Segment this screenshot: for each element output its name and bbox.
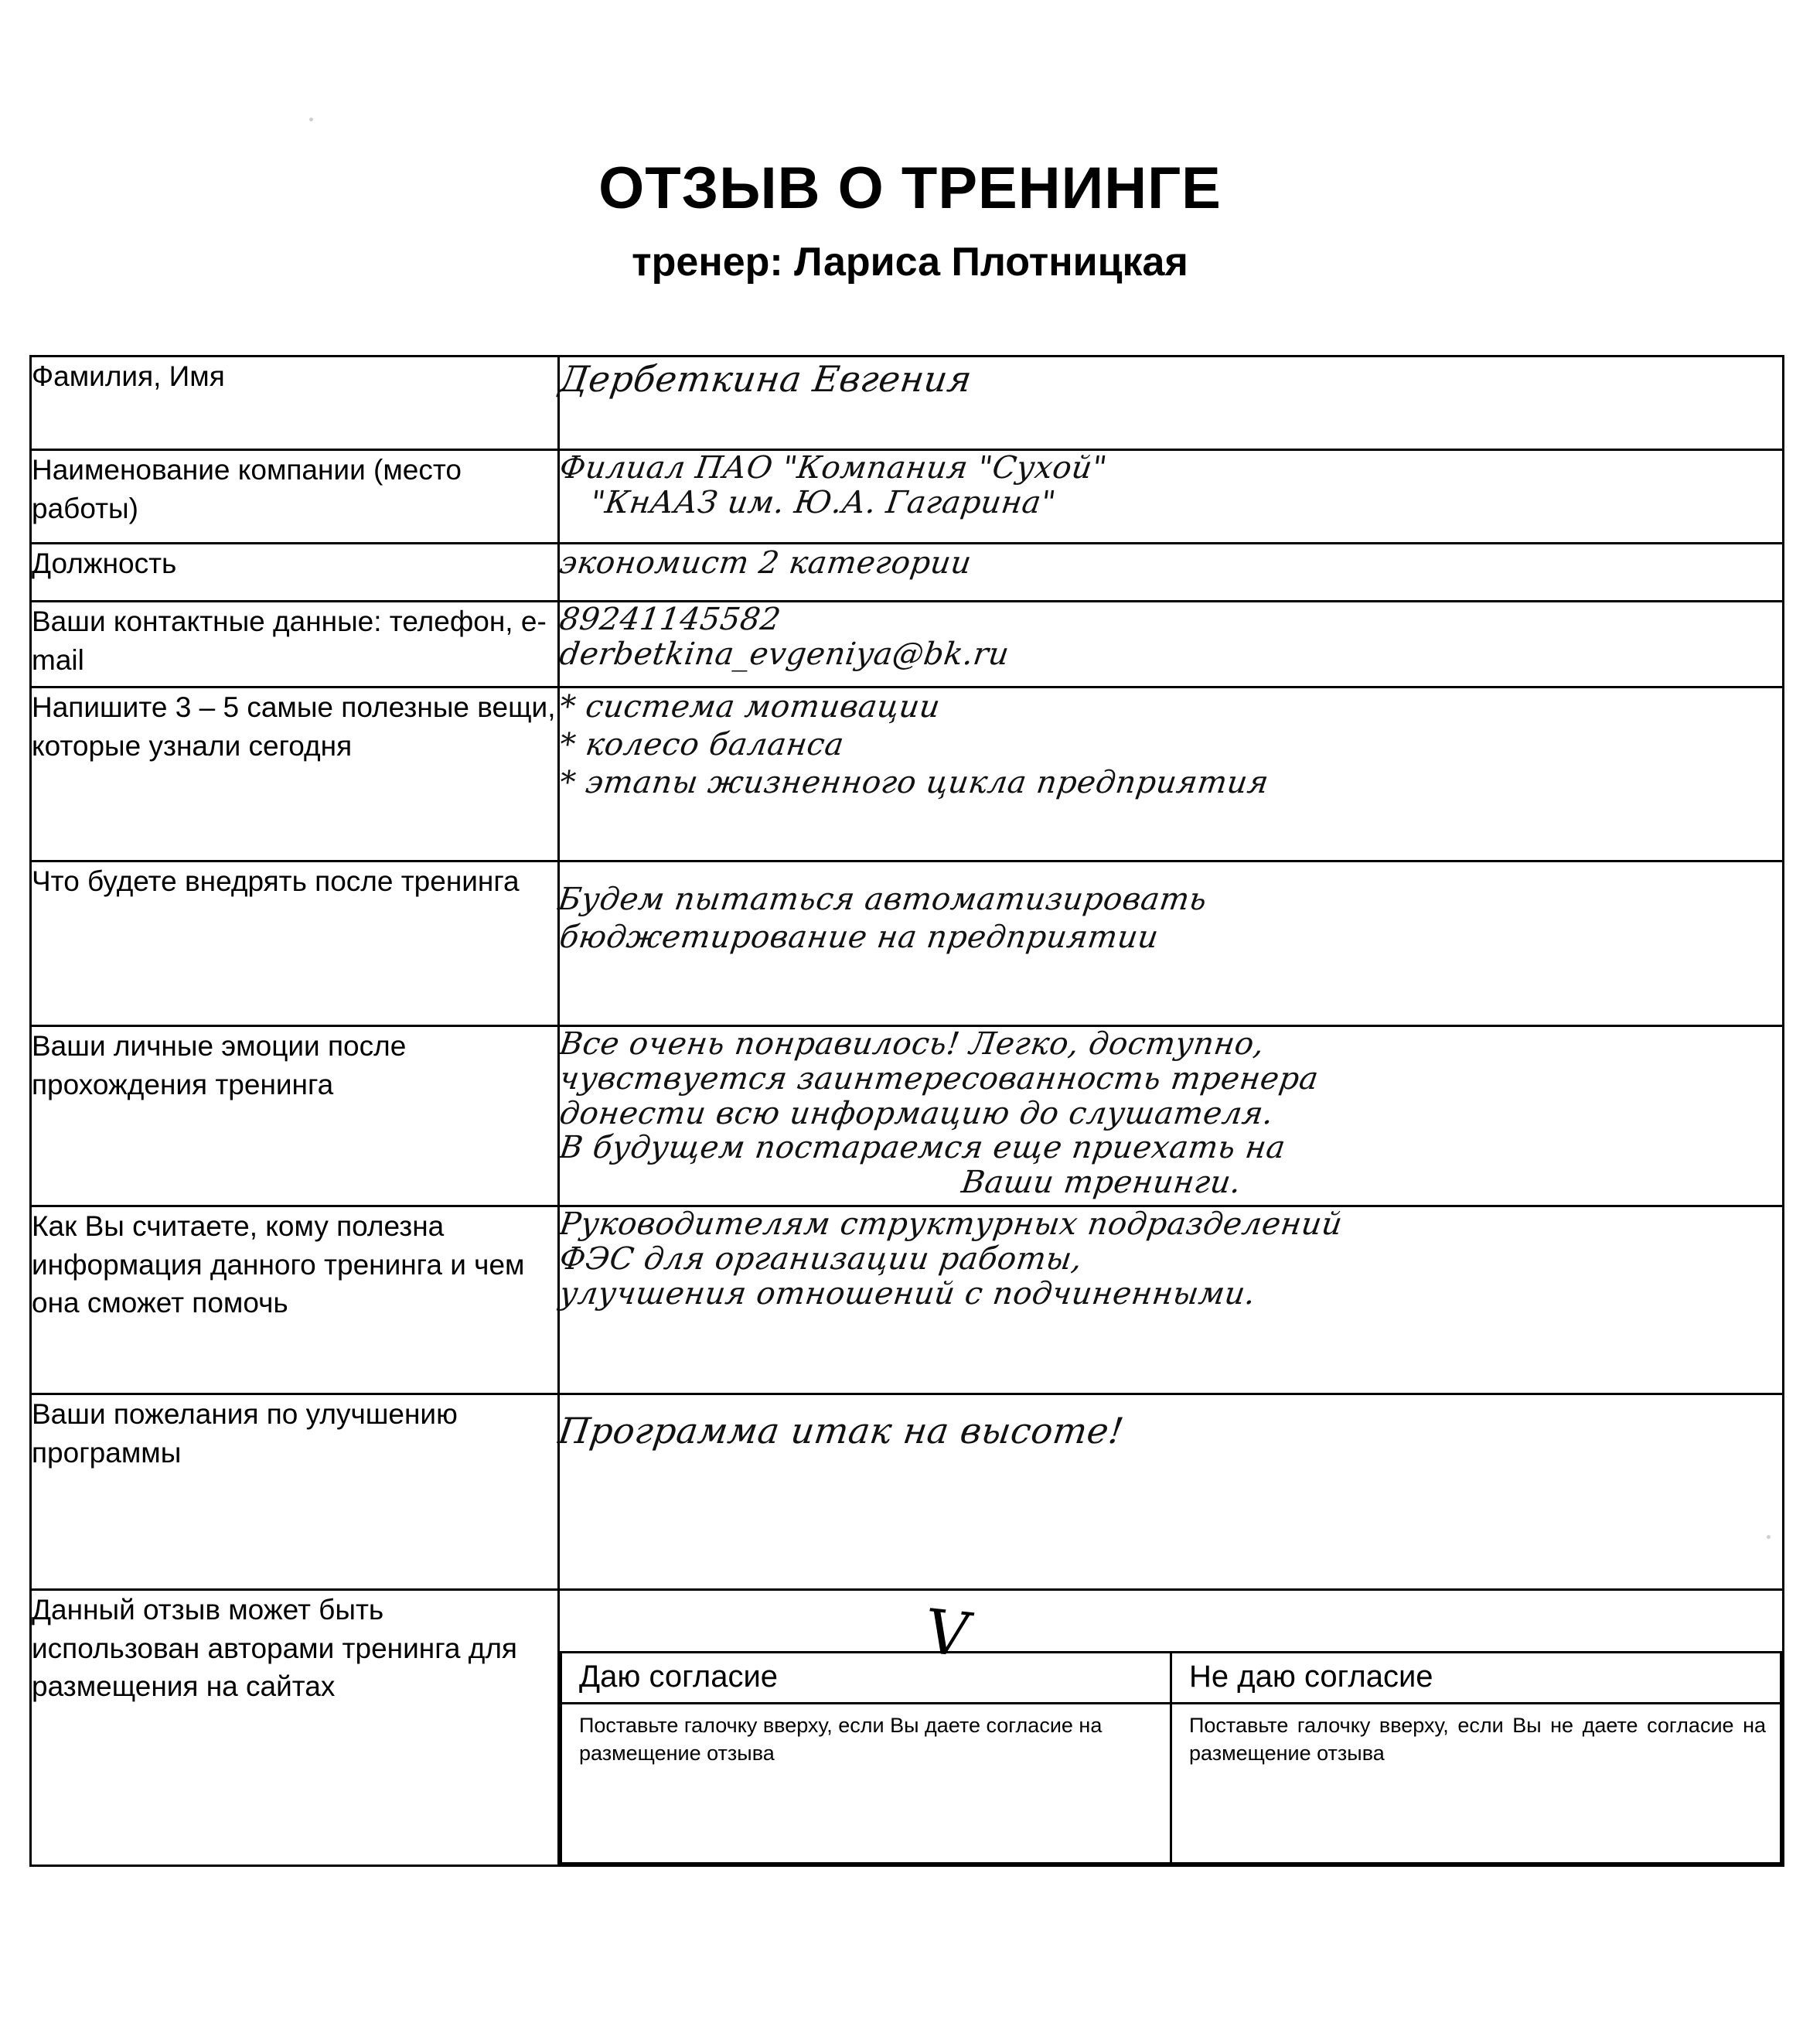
label-who-benefits: Как Вы считаете, кому полезна информация данного тренинга и чем она сможет помочь xyxy=(31,1206,559,1394)
handwriting-emotions-4: В будущем постараемся еще приехать на xyxy=(557,1130,1288,1166)
label-name: Фамилия, Имя xyxy=(31,357,559,450)
handwriting-wishes: Программа итак на высоте! xyxy=(555,1410,1126,1452)
checkmark-icon: V xyxy=(919,1597,976,1671)
document-header xyxy=(0,0,1820,285)
value-company[interactable] xyxy=(559,450,1784,544)
feedback-form-table xyxy=(29,355,1784,1867)
handwriting-company-line-2: "КнААЗ им. Ю.А. Гагарина" xyxy=(588,484,1058,520)
consent-disagree-title-wrap xyxy=(1172,1653,1780,1704)
table-row-emotions xyxy=(31,1026,1784,1206)
label-implement: Что будете внедрять после тренинга xyxy=(31,861,559,1026)
handwriting-useful-2: * колесо баланса xyxy=(557,726,847,763)
handwriting-who-3: улучшения отношений с подчиненными. xyxy=(557,1275,1258,1312)
consent-agree-cell[interactable] xyxy=(561,1597,1171,1864)
label-useful-things: Напишите 3 – 5 самые полезные вещи, которые узнали сегодня xyxy=(31,687,559,861)
handwriting-who-1: Руководителям структурных подразделений xyxy=(557,1206,1345,1242)
consent-agree-title-wrap xyxy=(562,1597,1170,1704)
value-name[interactable] xyxy=(559,357,1784,450)
table-row-useful-things xyxy=(31,687,1784,861)
consent-table xyxy=(560,1597,1782,1865)
table-row-who-benefits xyxy=(31,1206,1784,1394)
handwriting-emotions-5: Ваши тренинги. xyxy=(959,1165,1244,1201)
table-row-implement xyxy=(31,861,1784,1026)
table-row-consent xyxy=(31,1590,1784,1866)
consent-disagree-title: Не даю согласие xyxy=(1189,1660,1433,1694)
handwriting-implement-2: бюджетирование на предприятии xyxy=(557,919,1161,955)
label-contacts: Ваши контактные данные: телефон, e-mail xyxy=(31,602,559,687)
table-row-company xyxy=(31,450,1784,544)
label-emotions: Ваши личные эмоции после прохождения тренинга xyxy=(31,1026,559,1206)
handwriting-useful-1: * система мотивации xyxy=(557,689,942,725)
value-wishes[interactable] xyxy=(555,1394,1784,1590)
consent-disagree-cell[interactable] xyxy=(1171,1653,1781,1864)
handwriting-email: derbetkina_evgeniya@bk.ru xyxy=(557,636,1012,672)
page-subtitle: тренер: Лариса Плотницкая xyxy=(632,240,1188,285)
consent-agree-note: Поставьте галочку вверху, если Вы даете согласие на размещение отзыва xyxy=(579,1714,1103,1765)
value-position[interactable] xyxy=(559,544,1784,602)
table-row-wishes xyxy=(31,1394,1784,1590)
label-position: Должность xyxy=(31,544,559,602)
handwriting-emotions-1: Все очень понравилось! Легко, доступно, xyxy=(557,1026,1267,1062)
handwriting-phone: 89241145582 xyxy=(557,602,783,637)
consent-titles-row xyxy=(561,1653,1781,1864)
consent-disagree-note: Поставьте галочку вверху, если Вы не даете согласие на размещение отзыва xyxy=(1189,1714,1766,1765)
label-wishes: Ваши пожелания по улучшению программы xyxy=(31,1394,559,1590)
handwriting-emotions-2: чувствуется заинтересованность тренера xyxy=(557,1060,1321,1097)
label-company: Наименование компании (место работы) xyxy=(31,450,559,544)
handwriting-useful-3: * этапы жизненного цикла предприятия xyxy=(557,764,1271,800)
table-row-contacts xyxy=(31,602,1784,687)
page-title: ОТЗЫВ О ТРЕНИНГЕ xyxy=(598,155,1222,221)
consent-inner-wrap xyxy=(560,1591,1782,1865)
value-contacts[interactable] xyxy=(559,602,1784,687)
table-row-name xyxy=(31,357,1784,450)
scan-speck xyxy=(309,118,313,121)
label-consent: Данный отзыв может быть использован авторами тренинга для размещения на сайтах xyxy=(31,1590,559,1866)
consent-area xyxy=(559,1590,1784,1866)
value-implement[interactable] xyxy=(556,861,1784,1026)
handwriting-who-2: ФЭС для организации работы, xyxy=(557,1240,1085,1277)
consent-agree-title: Даю согласие xyxy=(579,1660,779,1694)
handwriting-company-line-1: Филиал ПАО "Компания "Сухой" xyxy=(557,450,1109,486)
handwriting-emotions-3: донести всю информацию до слушателя. xyxy=(557,1095,1276,1131)
value-who-benefits[interactable] xyxy=(559,1206,1784,1394)
value-useful-things[interactable] xyxy=(559,687,1784,861)
handwriting-implement-1: Будем пытаться автоматизировать xyxy=(556,882,1209,917)
handwriting-name: Дербеткина Евгения xyxy=(557,358,975,400)
value-emotions[interactable] xyxy=(559,1026,1784,1206)
handwriting-position: экономист 2 категории xyxy=(557,545,974,581)
table-row-position xyxy=(31,544,1784,602)
